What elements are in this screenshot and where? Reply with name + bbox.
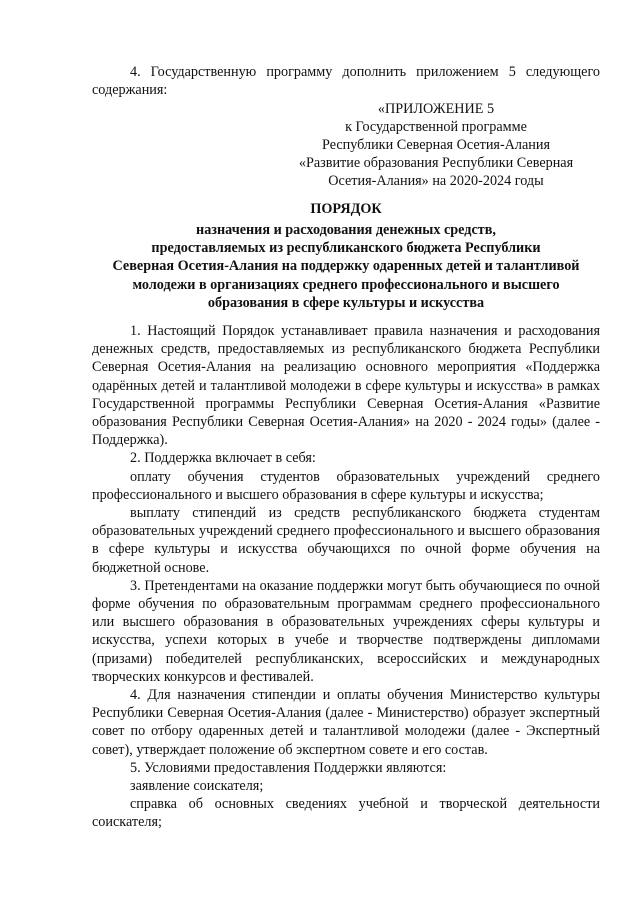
appendix-line: Республики Северная Осетия-Алания (321, 137, 550, 153)
appendix-line: Осетия-Алания» на 2020-2024 годы (328, 173, 544, 189)
subtitle-line: молодежи в организациях среднего профессионального и высшего (132, 276, 560, 293)
paragraph: 2. Поддержка включает в себя: (130, 450, 316, 467)
document-body (92, 322, 600, 832)
appendix-line: «Развитие образования Республики Северная (298, 155, 574, 171)
paragraph: 4. Для назначения стипендии и оплаты обучения Министерство культуры Республики Северная Осетия-Алания (далее - Министерство) образует экспертный совет по отбору одаренных детей и талантливой молодежи (далее - Экспертный совет), утверждает положение об экспертном совете и его состав. (92, 687, 600, 758)
paragraph: выплату стипендий из средств республиканского бюджета студентам образовательных учреждений среднего профессионального и высшего образования в сфере культуры и искусства обучающихся по очной форме обучения на бюджетной основе. (92, 505, 600, 576)
subtitle-line: Северная Осетия-Алания на поддержку одаренных детей и талантливой (112, 258, 580, 275)
document-title: ПОРЯДОК (310, 201, 382, 217)
paragraph: 1. Настоящий Порядок устанавливает правила назначения и расходования денежных средств, предоставляемых из республиканского бюджета Республики Северная Осетия-Алания на реализацию основного мероприятия «Поддержка одарённых детей и талантливой молодежи в сфере культуры и искусства» в рамках Государственной программы Республики Северная Осетия-Алания «Развитие образования Республики Северная Осетия-Алания» на 2020 - 2024 годы» (далее - Поддержка). (92, 323, 600, 449)
appendix-line: к Государственной программе (345, 119, 527, 135)
intro-paragraph: 4. Государственную программу дополнить приложением 5 следующего содержания: (92, 64, 600, 99)
appendix-header (280, 100, 592, 190)
document-subtitle (92, 221, 600, 312)
paragraph: 3. Претендентами на оказание поддержки могут быть обучающиеся по очной форме обучения по образовательным программам среднего профессионального или высшего образования в образовательных учреждениях сферы культуры и искусства, успехи которых в учебе и творчестве подтверждены дипломами (призами) победителей республиканских, всероссийских и международных творческих конкурсов и фестивалей. (92, 577, 600, 685)
paragraph: оплату обучения студентов образовательных учреждений среднего профессионального и высшего образования в сфере культуры и искусства; (92, 468, 600, 503)
paragraph: 5. Условиями предоставления Поддержки являются: (130, 759, 447, 776)
appendix-line: «ПРИЛОЖЕНИЕ 5 (377, 101, 495, 117)
subtitle-line: образования в сфере культуры и искусства (207, 294, 485, 311)
subtitle-line: назначения и расходования денежных средств, (196, 222, 496, 238)
subtitle-line: предоставляемых из республиканского бюджета Республики (151, 240, 541, 257)
paragraph: справка об основных сведениях учебной и творческой деятельности соискателя; (92, 796, 600, 831)
paragraph: заявление соискателя; (130, 778, 264, 795)
